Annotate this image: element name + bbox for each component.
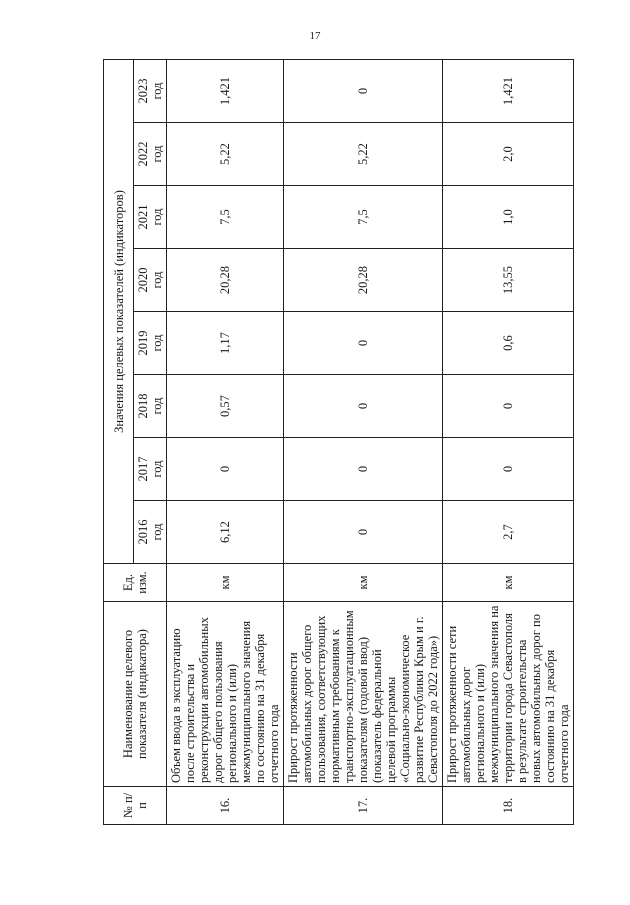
table-row bbox=[167, 60, 284, 825]
header-values-group: Значения целевых показателей (индикаторов) bbox=[104, 60, 134, 564]
value-cell: 7,5 bbox=[167, 186, 284, 249]
row-number: 18. bbox=[443, 787, 574, 825]
indicators-table-wrapper bbox=[103, 60, 571, 825]
row-number: 16. bbox=[167, 787, 284, 825]
value-cell: 1,421 bbox=[443, 60, 574, 123]
header-year: 2016 год bbox=[134, 501, 167, 564]
header-number: № п/п bbox=[104, 787, 167, 825]
value-cell: 5,22 bbox=[284, 123, 443, 186]
header-indicator-name: Наименование целевого показателя (индикатора) bbox=[104, 602, 167, 787]
value-cell: 1,17 bbox=[167, 312, 284, 375]
value-cell: 0 bbox=[167, 438, 284, 501]
value-cell: 5,22 bbox=[167, 123, 284, 186]
value-cell: 0 bbox=[284, 312, 443, 375]
unit-cell: км bbox=[167, 564, 284, 602]
row-number: 17. bbox=[284, 787, 443, 825]
value-cell: 13,55 bbox=[443, 249, 574, 312]
unit-cell: км bbox=[443, 564, 574, 602]
value-cell: 6,12 bbox=[167, 501, 284, 564]
value-cell: 0 bbox=[284, 501, 443, 564]
indicators-table bbox=[103, 59, 574, 825]
header-year: 2018 год bbox=[134, 375, 167, 438]
value-cell: 0,6 bbox=[443, 312, 574, 375]
value-cell: 2,7 bbox=[443, 501, 574, 564]
value-cell: 7,5 bbox=[284, 186, 443, 249]
value-cell: 20,28 bbox=[167, 249, 284, 312]
header-year: 2019 год bbox=[134, 312, 167, 375]
header-year: 2020 год bbox=[134, 249, 167, 312]
value-cell: 0,57 bbox=[167, 375, 284, 438]
value-cell: 1,421 bbox=[167, 60, 284, 123]
indicator-name: Прирост протяженности автомобильных дорог общего пользования, соответствующих нормативным требованиям к транспортно-эксплуатационным показателям (годовой ввод) (показатель федеральной целевой программы «Социально-экономическое развитие Республики Крым и г. Севастополя до 2022 года») bbox=[284, 602, 443, 787]
value-cell: 0 bbox=[284, 375, 443, 438]
header-year: 2021 год bbox=[134, 186, 167, 249]
value-cell: 0 bbox=[284, 60, 443, 123]
value-cell: 1,0 bbox=[443, 186, 574, 249]
value-cell: 20,28 bbox=[284, 249, 443, 312]
table-row bbox=[443, 60, 574, 825]
indicator-name: Объем ввода в эксплуатацию после строительства и реконструкции автомобильных дорог общего пользования регионального и (или) межмуниципального значения по состоянию на 31 декабря отчетного года bbox=[167, 602, 284, 787]
header-unit: Ед. изм. bbox=[104, 564, 167, 602]
table-row bbox=[284, 60, 443, 825]
unit-cell: км bbox=[284, 564, 443, 602]
value-cell: 0 bbox=[443, 375, 574, 438]
value-cell: 2,0 bbox=[443, 123, 574, 186]
page-number: 17 bbox=[309, 30, 321, 42]
value-cell: 0 bbox=[284, 438, 443, 501]
value-cell: 0 bbox=[443, 438, 574, 501]
header-year: 2022 год bbox=[134, 123, 167, 186]
header-year: 2023 год bbox=[134, 60, 167, 123]
header-year: 2017 год bbox=[134, 438, 167, 501]
indicator-name: Прирост протяженности сети автомобильных дорог регионального и (или) межмуниципального значения на территории города Севастополя в результате строительства новых автомобильных дорог по состоянию на 31 декабря отчетного года bbox=[443, 602, 574, 787]
